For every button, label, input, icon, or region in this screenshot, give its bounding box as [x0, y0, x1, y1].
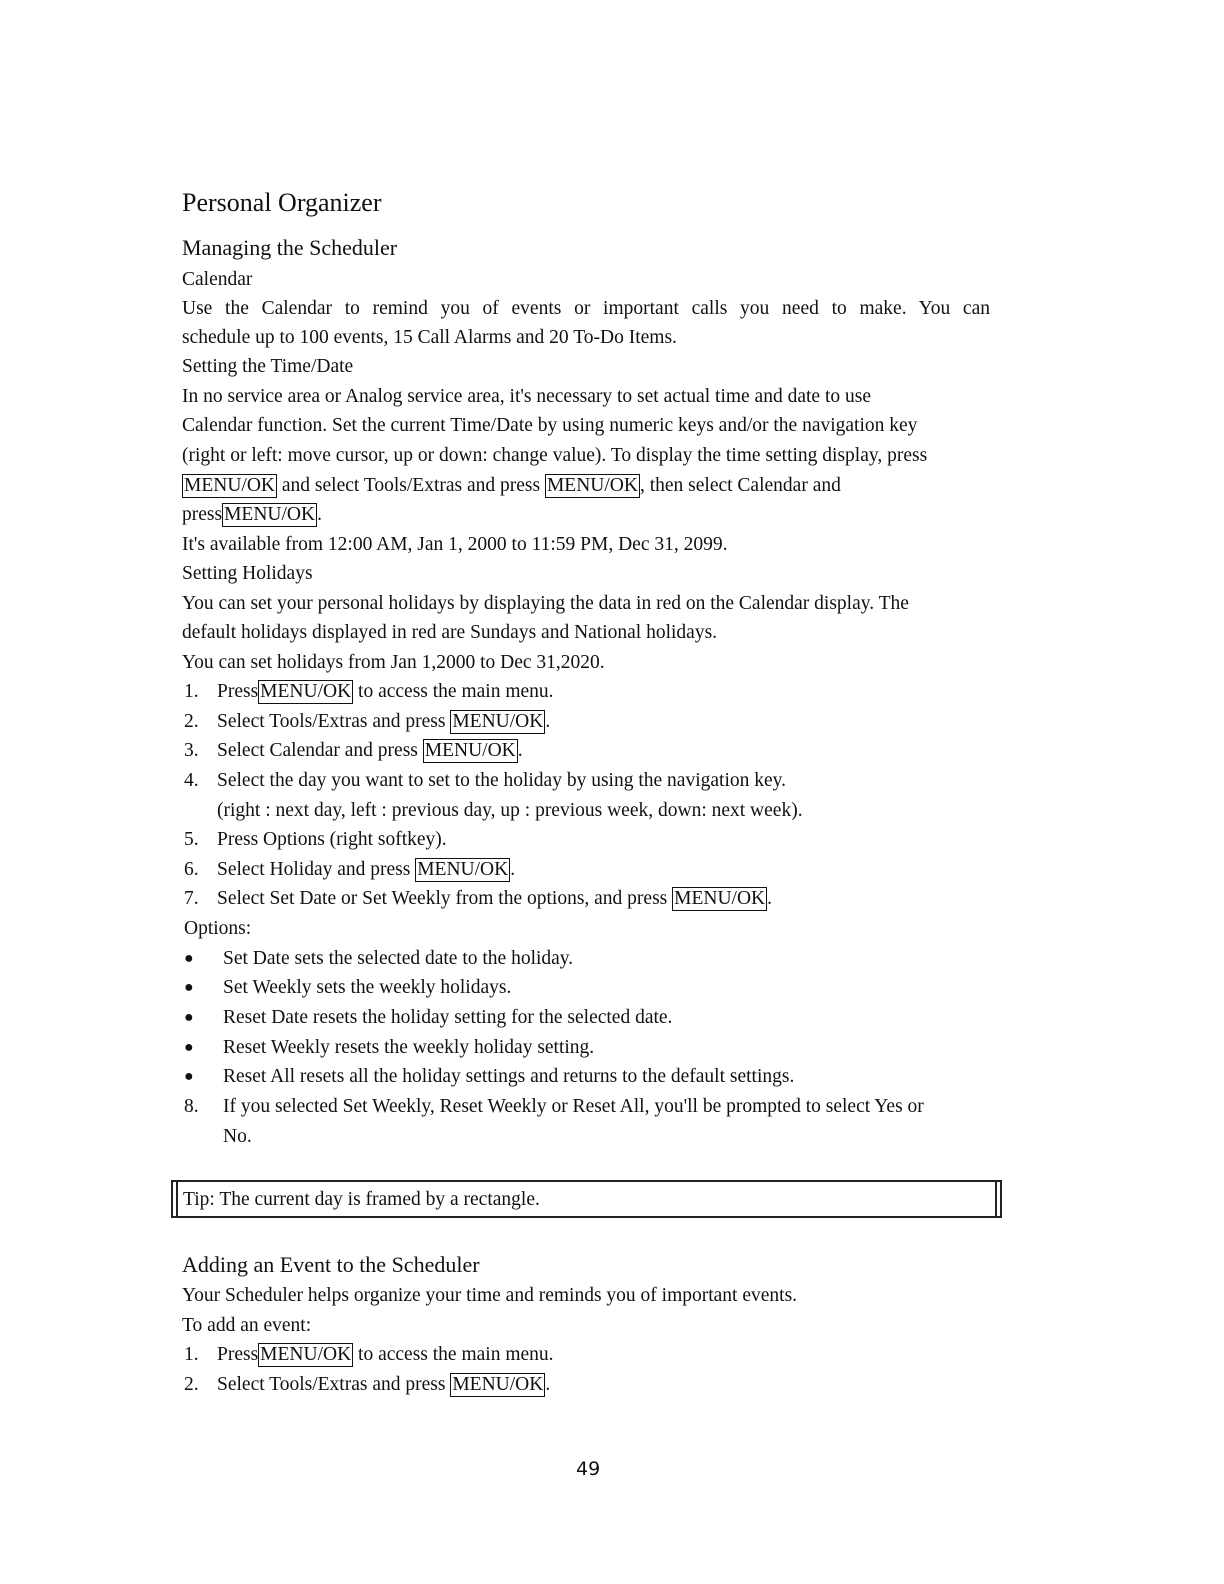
- time-line-1: In no service area or Analog service area, it's necessary to set actual time and date to use: [182, 386, 871, 407]
- period: .: [545, 1374, 551, 1395]
- menu-ok-key: MENU/OK: [546, 475, 638, 496]
- text-fragment: Select Holiday and press: [217, 859, 411, 880]
- section2-line-1: Your Scheduler helps organize your time and reminds you of important events.: [182, 1285, 798, 1306]
- step-8-continuation: No.: [223, 1126, 252, 1147]
- subheading-setting-holidays: Setting Holidays: [182, 563, 313, 584]
- text-fragment: Press: [217, 681, 259, 702]
- text-fragment: to access the main menu.: [358, 1344, 554, 1365]
- step-text: [217, 884, 772, 913]
- holidays-line-1: You can set your personal holidays by displaying the data in red on the Calendar display. The: [182, 593, 909, 614]
- holidays-line-3: You can set holidays from Jan 1,2000 to Dec 31,2020.: [182, 652, 605, 673]
- text-fragment: , then select Calendar and: [639, 475, 841, 496]
- menu-ok-key: MENU/OK: [260, 1344, 352, 1365]
- option-text: Reset All resets all the holiday settings and returns to the default settings.: [223, 1066, 795, 1087]
- step-text: Select the day you want to set to the holiday by using the navigation key.: [217, 770, 786, 791]
- section-heading-adding-event: Adding an Event to the Scheduler: [182, 1252, 480, 1277]
- text-fragment: and select Tools/Extras and press: [281, 475, 541, 496]
- step-text: If you selected Set Weekly, Reset Weekly or Reset All, you'll be prompted to select Yes or: [223, 1096, 924, 1117]
- option-text: Reset Date resets the holiday setting for the selected date.: [223, 1007, 673, 1028]
- bullet-icon: ●: [184, 1068, 194, 1085]
- text-fragment: Select Tools/Extras and press: [217, 1374, 446, 1395]
- text-fragment: Select Set Date or Set Weekly from the options, and press: [217, 888, 668, 909]
- text-fragment: Select Tools/Extras and press: [217, 711, 446, 732]
- availability-line: It's available from 12:00 AM, Jan 1, 2000 to 11:59 PM, Dec 31, 2099.: [182, 534, 728, 555]
- text-fragment: Press: [217, 1344, 259, 1365]
- menu-ok-key: MENU/OK: [452, 711, 544, 732]
- period: .: [517, 740, 523, 761]
- time-line-3: (right or left: move cursor, up or down: change value). To display the time setting display, press: [182, 445, 928, 466]
- step-text: Press Options (right softkey).: [217, 829, 447, 850]
- subheading-calendar: Calendar: [182, 269, 253, 290]
- period: .: [317, 504, 322, 525]
- menu-ok-key: MENU/OK: [674, 888, 766, 909]
- period: .: [767, 888, 773, 909]
- step-number: 1.: [184, 1344, 199, 1365]
- bullet-icon: ●: [184, 950, 194, 967]
- step-number: 3.: [184, 740, 199, 761]
- step-4-continuation: (right : next day, left : previous day, up : previous week, down: next week).: [217, 800, 803, 821]
- page-title: Personal Organizer: [182, 188, 382, 217]
- step-number: 5.: [184, 829, 199, 850]
- menu-ok-key: MENU/OK: [424, 740, 516, 761]
- step-number: 4.: [184, 770, 199, 791]
- step-text: [217, 677, 554, 706]
- step-number: 6.: [184, 859, 199, 880]
- section-heading-managing-scheduler: Managing the Scheduler: [182, 235, 398, 260]
- option-text: Set Date sets the selected date to the holiday.: [223, 948, 574, 969]
- bullet-icon: ●: [184, 1039, 194, 1056]
- step-number: 2.: [184, 1374, 199, 1395]
- intro-line-1: Use the Calendar to remind you of events or important calls you need to make. You can: [182, 298, 990, 319]
- holidays-line-2: default holidays displayed in red are Sundays and National holidays.: [182, 622, 718, 643]
- step-text: [217, 1340, 554, 1369]
- text-fragment: to access the main menu.: [358, 681, 554, 702]
- bullet-icon: ●: [184, 979, 194, 996]
- menu-ok-key: MENU/OK: [260, 681, 352, 702]
- section2-line-2: To add an event:: [182, 1315, 312, 1336]
- subheading-setting-time-date: Setting the Time/Date: [182, 356, 354, 377]
- tip-text: Tip: The current day is framed by a rectangle.: [183, 1189, 540, 1210]
- bullet-icon: ●: [184, 1009, 194, 1026]
- menu-ok-key: MENU/OK: [184, 475, 275, 496]
- menu-ok-key: MENU/OK: [417, 859, 509, 880]
- option-text: Reset Weekly resets the weekly holiday setting.: [223, 1037, 595, 1058]
- step-number: 2.: [184, 711, 199, 732]
- page-number: 49: [576, 1458, 601, 1480]
- option-text: Set Weekly sets the weekly holidays.: [223, 977, 512, 998]
- period: .: [510, 859, 516, 880]
- options-label: Options:: [184, 918, 252, 939]
- step-number: 7.: [184, 888, 199, 909]
- time-line-4: [182, 471, 841, 500]
- time-line-5: [182, 500, 322, 529]
- step-number: 1.: [184, 681, 199, 702]
- time-line-2: Calendar function. Set the current Time/Date by using numeric keys and/or the navigation key: [182, 415, 918, 436]
- step-text: [217, 736, 523, 765]
- period: .: [545, 711, 551, 732]
- text-fragment: Select Calendar and press: [217, 740, 418, 761]
- step-text: [217, 855, 515, 884]
- menu-ok-key: MENU/OK: [224, 504, 316, 525]
- menu-ok-key: MENU/OK: [452, 1374, 544, 1395]
- intro-line-2: schedule up to 100 events, 15 Call Alarms and 20 To-Do Items.: [182, 327, 677, 348]
- step-text: [217, 1370, 550, 1399]
- step-number: 8.: [184, 1096, 199, 1117]
- text-fragment: press: [182, 504, 223, 525]
- step-text: [217, 707, 550, 736]
